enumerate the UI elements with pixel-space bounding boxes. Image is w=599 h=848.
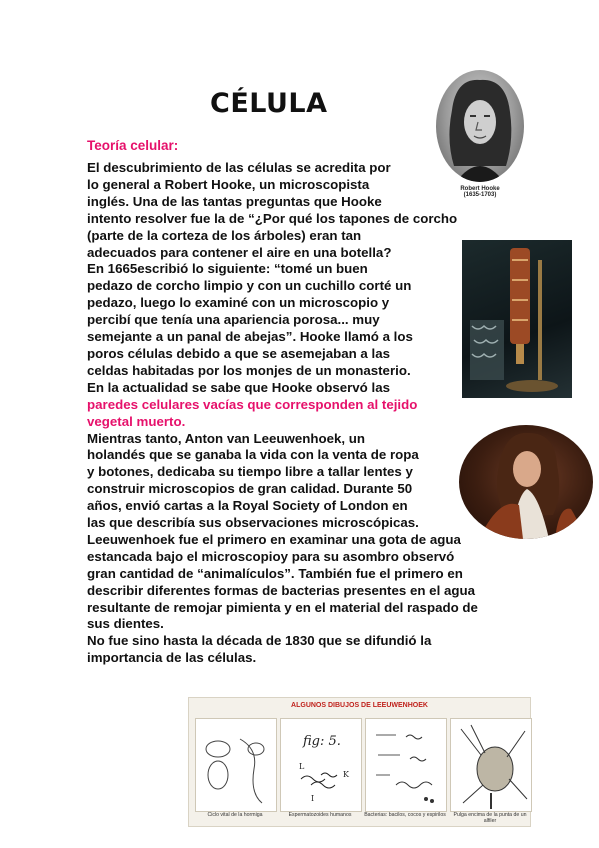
body-line: holandés que se ganaba la vida con la venta de ropa: [87, 447, 419, 463]
body-line: intento resolver fue la de “¿Por qué los tapones de corcho: [87, 210, 458, 226]
body-line: años, envió cartas a la Royal Society of London en: [87, 498, 408, 514]
body-line: gran cantidad de “animalículos”. También fue el primero en: [87, 565, 463, 581]
body-line: percibí que tenía una apariencia porosa... muy: [87, 312, 380, 328]
body-line: En 1665escribió lo siguiente: “tomé un buen: [87, 261, 368, 277]
body-line: paredes celulares vacías que corresponden al tejido: [87, 396, 418, 412]
spermatozoa-drawing: [280, 718, 362, 812]
body-text: [87, 160, 527, 667]
body-line: adecuados para contener el aire en una botella?: [87, 244, 392, 260]
caption-bacteria: Bacterias: bacilos, cocos y espirilos: [364, 812, 446, 818]
fig-letter-l: L: [299, 762, 305, 771]
body-line: inglés. Una de las tantas preguntas que Hooke: [87, 193, 382, 209]
body-line: lo general a Robert Hooke, un microscopista: [87, 176, 370, 192]
body-line: poros células debido a que se asemejaban a las: [87, 345, 390, 361]
body-line: las que describía sus observaciones microscópicas.: [87, 515, 419, 531]
body-line: resultante de remojar pimienta y en el material del raspado de: [87, 599, 478, 615]
leeuwenhoek-portrait: [459, 425, 593, 539]
body-line: Leeuwenhoek fue el primero en examinar una gota de agua: [87, 531, 461, 547]
hooke-caption-years: (1635-1703): [463, 192, 497, 198]
leeuwenhoek-drawings-figure: [188, 697, 531, 827]
body-line: No fue sino hasta la década de 1830 que se difundió la: [87, 633, 432, 649]
fig-label: fig: 5.: [303, 734, 341, 749]
body-line: celdas habitadas por los monjes de un monasterio.: [87, 362, 411, 378]
body-line: importancia de las células.: [87, 650, 257, 666]
hooke-microscope-photo: [462, 240, 572, 398]
hooke-caption-name: Robert Hooke: [460, 186, 500, 192]
body-line: (parte de la corteza de los árboles) eran tan: [87, 227, 362, 243]
caption-ant-life-cycle: Ciclo vital de la hormiga: [207, 812, 263, 818]
body-line: El descubrimiento de las células se acredita por: [87, 160, 391, 175]
page-title: CÉLULA: [210, 88, 328, 119]
fig-letter-k: K: [343, 770, 349, 779]
body-line: y botones, dedicaba su tiempo libre a tallar lentes y: [87, 464, 413, 480]
bacteria-drawing: [365, 718, 447, 812]
body-line: pedazo, luego lo examiné con un microscopio y: [87, 295, 390, 311]
robert-hooke-portrait: [432, 70, 528, 210]
body-line: estancada bajo el microscopioy para su asombro observó: [87, 548, 455, 564]
section-subtitle: Teoría celular:: [87, 138, 179, 153]
drawings-title: ALGUNOS DIBUJOS DE LEEUWENHOEK: [291, 702, 428, 709]
body-line: vegetal muerto.: [87, 413, 186, 429]
body-line: En la actualidad se sabe que Hooke observó las: [87, 379, 390, 395]
body-line: sus dientes.: [87, 616, 164, 632]
body-line: Mientras tanto, Anton van Leeuwenhoek, un: [87, 430, 366, 446]
body-line: semejante a un panal de abejas”. Hooke llamó a los: [87, 329, 413, 345]
caption-flea: Pulga encima de la punta de un alfiler: [453, 812, 527, 824]
body-line: construir microscopios de gran calidad. Durante 50: [87, 481, 413, 497]
body-line: describir diferentes formas de bacterias presentes en el agua: [87, 582, 475, 598]
caption-spermatozoa: Espermatozoides humanos: [288, 812, 352, 818]
body-line: pedazo de corcho limpio y con un cuchillo corté un: [87, 278, 412, 294]
flea-drawing: [450, 718, 532, 812]
fig-letter-i: I: [311, 794, 315, 803]
ant-life-cycle-drawing: [195, 718, 277, 812]
